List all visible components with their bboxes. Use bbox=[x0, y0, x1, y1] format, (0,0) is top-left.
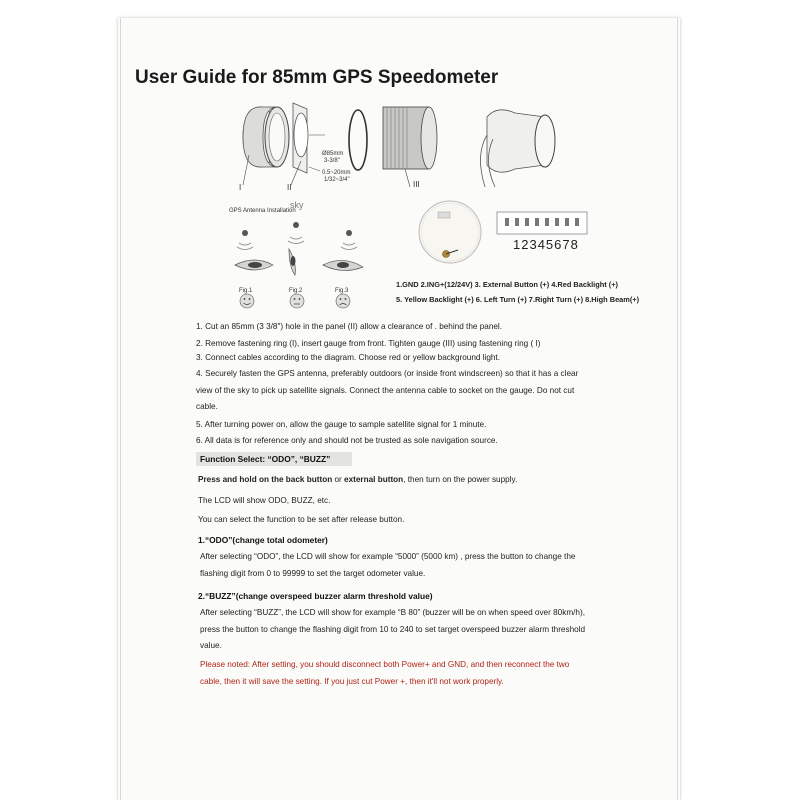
dimension-diameter-inch: 3-3/8" bbox=[324, 158, 340, 164]
step-4: 4. Securely fasten the GPS antenna, preferably outdoors (or inside front windscreen) so that it has a clear bbox=[196, 369, 579, 378]
assembly-diagram bbox=[225, 95, 565, 195]
fig-label-2: Fig.2 bbox=[289, 288, 303, 294]
step-4-end: cable. bbox=[196, 402, 218, 411]
fig-label-1: Fig.1 bbox=[239, 288, 253, 294]
buzz-text-3: value. bbox=[200, 641, 222, 650]
step-1: 1. Cut an 85mm (3 3/8") hole in the panel (II) allow a clearance of . behind the panel. bbox=[196, 322, 503, 331]
dimension-panel-inch: 1/32~3/4" bbox=[324, 177, 350, 183]
buzz-text-2: press the button to change the flashing digit from 10 to 240 to set target overspeed buzzer alarm threshold bbox=[200, 625, 586, 634]
select-function-line: You can select the function to be set after release button. bbox=[198, 515, 405, 524]
note-line-1: Please noted: After setting, you should disconnect both Power+ and GND, and then reconnect the two bbox=[200, 660, 570, 669]
panel-drawing bbox=[291, 103, 325, 185]
odo-text-2: flashing digit from 0 to 99999 to set the target odometer value. bbox=[200, 569, 426, 578]
fastening-ring-drawing bbox=[243, 107, 289, 185]
step-3: 3. Connect cables according to the diagram. Choose red or yellow background light. bbox=[196, 353, 501, 362]
dimension-panel: 0.5~20mm bbox=[322, 170, 351, 176]
step-5: 5. After turning power on, allow the gauge to sample satellite signal for 1 minute. bbox=[196, 420, 487, 429]
o-ring-drawing bbox=[349, 110, 367, 170]
fig-label-3: Fig.3 bbox=[335, 288, 349, 294]
external-button-text: external button bbox=[344, 475, 404, 484]
part-label-i: I bbox=[239, 183, 242, 192]
step-6: 6. All data is for reference only and should not be trusted as sole navigation source. bbox=[196, 436, 498, 445]
buzz-text-1: After selecting “BUZZ”, the LCD will show for example “B 80” (buzzer will be on when speed over 80km/h), bbox=[200, 608, 585, 617]
press-or-text: or bbox=[332, 475, 345, 484]
power-supply-text: , then turn on the power supply. bbox=[403, 475, 518, 484]
page-title: User Guide for 85mm GPS Speedometer bbox=[135, 67, 499, 88]
part-label-ii: II bbox=[287, 183, 292, 192]
connector-pin-numbers: 12345678 bbox=[513, 237, 579, 252]
press-hold-text: Press and hold on the back button bbox=[198, 475, 333, 484]
buzz-heading: 2.“BUZZ”(change overspeed buzzer alarm threshold value) bbox=[198, 591, 433, 601]
sky-label: sky bbox=[290, 200, 304, 210]
step-4-continued: view of the sky to pick up satellite signals. Connect the antenna cable to socket on the gauge. Do not cut bbox=[196, 386, 575, 395]
step-2: 2. Remove fastening ring (I), insert gauge from front. Tighten gauge (III) using fastening ring ( I) bbox=[196, 339, 541, 348]
satellite-icon bbox=[242, 222, 352, 236]
function-select-heading: Function Select: “ODO”, “BUZZ” bbox=[196, 452, 352, 466]
face-icons bbox=[240, 294, 350, 308]
lcd-show-line: The LCD will show ODO, BUZZ, etc. bbox=[198, 496, 331, 505]
pinout-line-2: 5. Yellow Backlight (+) 6. Left Turn (+) 7.Right Turn (+) 8.High Beam(+) bbox=[396, 295, 640, 304]
note-line-2: cable, then it will save the setting. If you just cut Power +, then it'll not work properly. bbox=[200, 677, 504, 686]
odo-text-1: After selecting “ODO”, the LCD will show for example “5000” (5000 km) , press the button to change the bbox=[200, 552, 576, 561]
pinout-line-1: 1.GND 2.ING+(12/24V) 3. External Button (+) 4.Red Backlight (+) bbox=[396, 280, 618, 289]
antenna-puck-icon bbox=[235, 249, 363, 275]
dimension-diameter: Ø85mm bbox=[322, 151, 344, 157]
gauge-back-drawing bbox=[410, 192, 490, 272]
odo-heading: 1.“ODO”(change total odometer) bbox=[198, 535, 328, 545]
gauge-body-drawing bbox=[383, 107, 437, 187]
antenna-diagram bbox=[225, 215, 375, 310]
part-label-iii: III bbox=[413, 180, 420, 189]
connector-drawing bbox=[495, 208, 590, 238]
press-hold-line bbox=[198, 475, 517, 484]
antenna-caption: GPS Antenna Installation bbox=[229, 208, 296, 214]
assembled-gauge-drawing bbox=[480, 110, 555, 187]
